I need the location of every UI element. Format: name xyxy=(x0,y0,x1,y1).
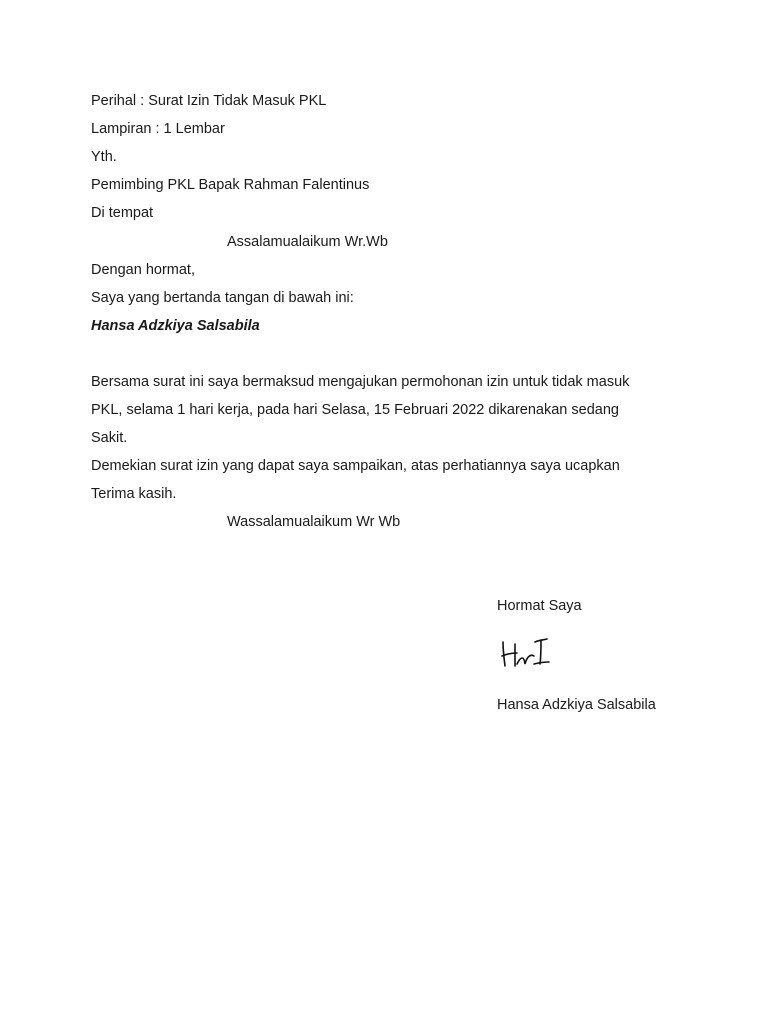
paragraph-line: Sakit. xyxy=(91,430,128,446)
addressee-prefix: Yth. xyxy=(91,149,117,165)
attachment-line: Lampiran : 1 Lembar xyxy=(91,121,225,137)
subject-line: Perihal : Surat Izin Tidak Masuk PKL xyxy=(91,93,327,109)
sender-name: Hansa Adzkiya Salsabila xyxy=(91,318,260,334)
paragraph-line: Bersama surat ini saya bermaksud mengajukan permohonan izin untuk tidak masuk xyxy=(91,374,630,390)
regards-label: Hormat Saya xyxy=(497,598,582,614)
paragraph-line: PKL, selama 1 hari kerja, pada hari Selasa, 15 Februari 2022 dikarenakan sedang xyxy=(91,402,619,418)
paragraph-line: Terima kasih. xyxy=(91,486,177,502)
recipient-place: Di tempat xyxy=(91,205,154,221)
opening-greeting: Assalamualaikum Wr.Wb xyxy=(227,234,388,250)
closing-greeting: Wassalamualaikum Wr Wb xyxy=(227,514,401,530)
signer-name: Hansa Adzkiya Salsabila xyxy=(497,697,656,713)
recipient-name: Pemimbing PKL Bapak Rahman Falentinus xyxy=(91,177,370,193)
intro-statement: Saya yang bertanda tangan di bawah ini: xyxy=(91,290,354,306)
signature-image xyxy=(497,634,557,674)
paragraph-line: Demekian surat izin yang dapat saya sampaikan, atas perhatiannya saya ucapkan xyxy=(91,458,620,474)
salutation: Dengan hormat, xyxy=(91,262,195,278)
